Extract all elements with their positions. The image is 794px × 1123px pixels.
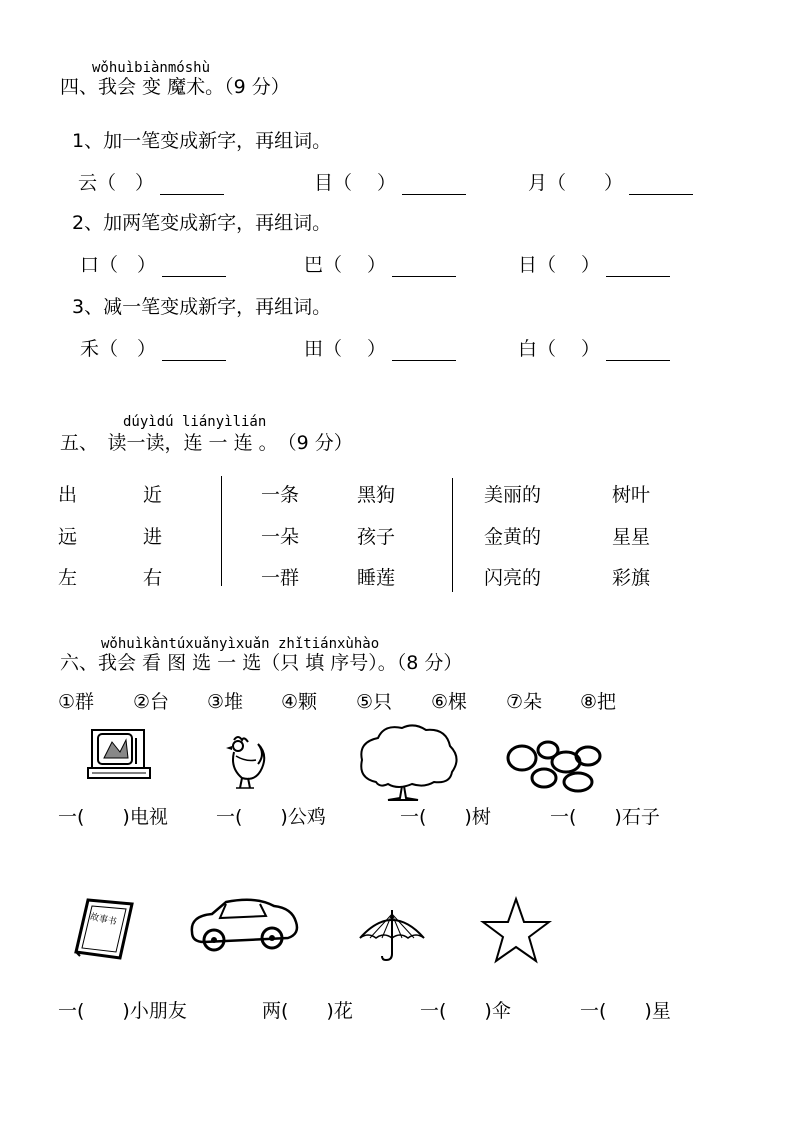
umbrella-icon xyxy=(356,906,428,962)
measure-word-item[interactable]: 一( )电视 xyxy=(58,806,168,828)
match-word[interactable]: 金黄的 xyxy=(484,526,542,548)
section4-pinyin: wǒhuìbiànmóshù xyxy=(92,60,211,76)
option-item: ③堆 xyxy=(207,691,244,713)
q3-item-3 xyxy=(518,334,670,361)
q1-item-1 xyxy=(78,168,224,195)
q3-item-1 xyxy=(80,334,226,361)
q1-item-2 xyxy=(314,168,466,195)
q2-item-2-label: 巴（ ） xyxy=(304,254,387,276)
option-item: ④颗 xyxy=(281,691,318,713)
section6-pinyin: wǒhuìkàntúxuǎnyìxuǎn zhǐtiánxùhào xyxy=(101,636,380,652)
option-item: ②台 xyxy=(133,691,170,713)
option-item: ⑤只 xyxy=(356,691,393,713)
match-word[interactable]: 左 xyxy=(58,567,78,589)
tv-icon xyxy=(88,728,154,780)
match-word[interactable]: 一朵 xyxy=(261,526,300,548)
match-word[interactable]: 睡莲 xyxy=(357,567,396,589)
q2-item-2 xyxy=(304,250,456,277)
answer-blank[interactable] xyxy=(606,342,670,361)
section6-title: 六、我会 看 图 选 一 选（只 填 序号）。（8 分） xyxy=(60,652,463,674)
section4-q3: 3、减一笔变成新字，再组词。 xyxy=(72,296,332,318)
answer-blank[interactable] xyxy=(162,342,226,361)
measure-word-item[interactable]: 一( )树 xyxy=(400,806,491,828)
match-word[interactable]: 闪亮的 xyxy=(484,567,542,589)
match-word[interactable]: 星星 xyxy=(612,526,651,548)
measure-word-item[interactable]: 一( )石子 xyxy=(550,806,660,828)
match-word[interactable]: 树叶 xyxy=(612,484,651,506)
match-word[interactable]: 右 xyxy=(143,567,163,589)
q2-item-3-label: 日（ ） xyxy=(518,254,601,276)
star-icon xyxy=(480,896,552,964)
answer-blank[interactable] xyxy=(162,258,226,277)
match-word[interactable]: 彩旗 xyxy=(612,567,651,589)
measure-word-item[interactable]: 一( )星 xyxy=(580,1000,671,1022)
match-word[interactable]: 出 xyxy=(58,484,78,506)
q3-item-2-label: 田（ ） xyxy=(304,338,387,360)
section4-q2: 2、加两笔变成新字，再组词。 xyxy=(72,212,332,234)
q1-item-2-label: 目（ ） xyxy=(314,172,397,194)
book-title-label: 故事书 xyxy=(88,912,118,928)
book-icon xyxy=(74,896,136,964)
section5-title: 五、 读一读，连 一 连 。 （9 分） xyxy=(60,432,353,454)
option-item: ⑥棵 xyxy=(431,691,468,713)
answer-blank[interactable] xyxy=(629,176,693,195)
section4-title: 四、我会 变 魔术。（9 分） xyxy=(60,76,290,98)
section4-q1: 1、加一笔变成新字，再组词。 xyxy=(72,130,332,152)
match-word[interactable]: 一群 xyxy=(261,567,300,589)
q2-item-1 xyxy=(80,250,226,277)
q1-item-1-label: 云（ ） xyxy=(78,172,155,194)
option-item: ⑧把 xyxy=(580,691,617,713)
tree-icon xyxy=(356,724,462,804)
answer-blank[interactable] xyxy=(402,176,466,195)
measure-word-item[interactable]: 一( )伞 xyxy=(420,1000,511,1022)
measure-word-item[interactable]: 一( )公鸡 xyxy=(216,806,326,828)
option-item: ⑦朵 xyxy=(506,691,543,713)
answer-blank[interactable] xyxy=(392,342,456,361)
q1-item-3-label: 月（ ） xyxy=(528,172,624,194)
measure-word-item[interactable]: 一( )小朋友 xyxy=(58,1000,187,1022)
q2-item-1-label: 口（ ） xyxy=(80,254,157,276)
rooster-icon xyxy=(212,734,272,792)
answer-blank[interactable] xyxy=(392,258,456,277)
q3-item-3-label: 白（ ） xyxy=(518,338,601,360)
car-icon xyxy=(186,896,302,954)
match-word[interactable]: 美丽的 xyxy=(484,484,542,506)
match-word[interactable]: 黑狗 xyxy=(357,484,396,506)
column-divider xyxy=(452,478,453,592)
q2-item-3 xyxy=(518,250,670,277)
match-word[interactable]: 近 xyxy=(143,484,163,506)
measure-word-item[interactable]: 两( )花 xyxy=(262,1000,353,1022)
match-word[interactable]: 远 xyxy=(58,526,78,548)
answer-blank[interactable] xyxy=(606,258,670,277)
option-item: ①群 xyxy=(58,691,95,713)
q3-item-2 xyxy=(304,334,456,361)
q1-item-3 xyxy=(528,168,693,195)
q3-item-1-label: 禾（ ） xyxy=(80,338,157,360)
match-word[interactable]: 孩子 xyxy=(357,526,396,548)
column-divider xyxy=(221,476,222,586)
match-word[interactable]: 进 xyxy=(143,526,163,548)
answer-blank[interactable] xyxy=(160,176,224,195)
section5-pinyin: dúyìdú liányìlián xyxy=(123,414,267,430)
match-word[interactable]: 一条 xyxy=(261,484,300,506)
stones-icon xyxy=(504,738,604,794)
